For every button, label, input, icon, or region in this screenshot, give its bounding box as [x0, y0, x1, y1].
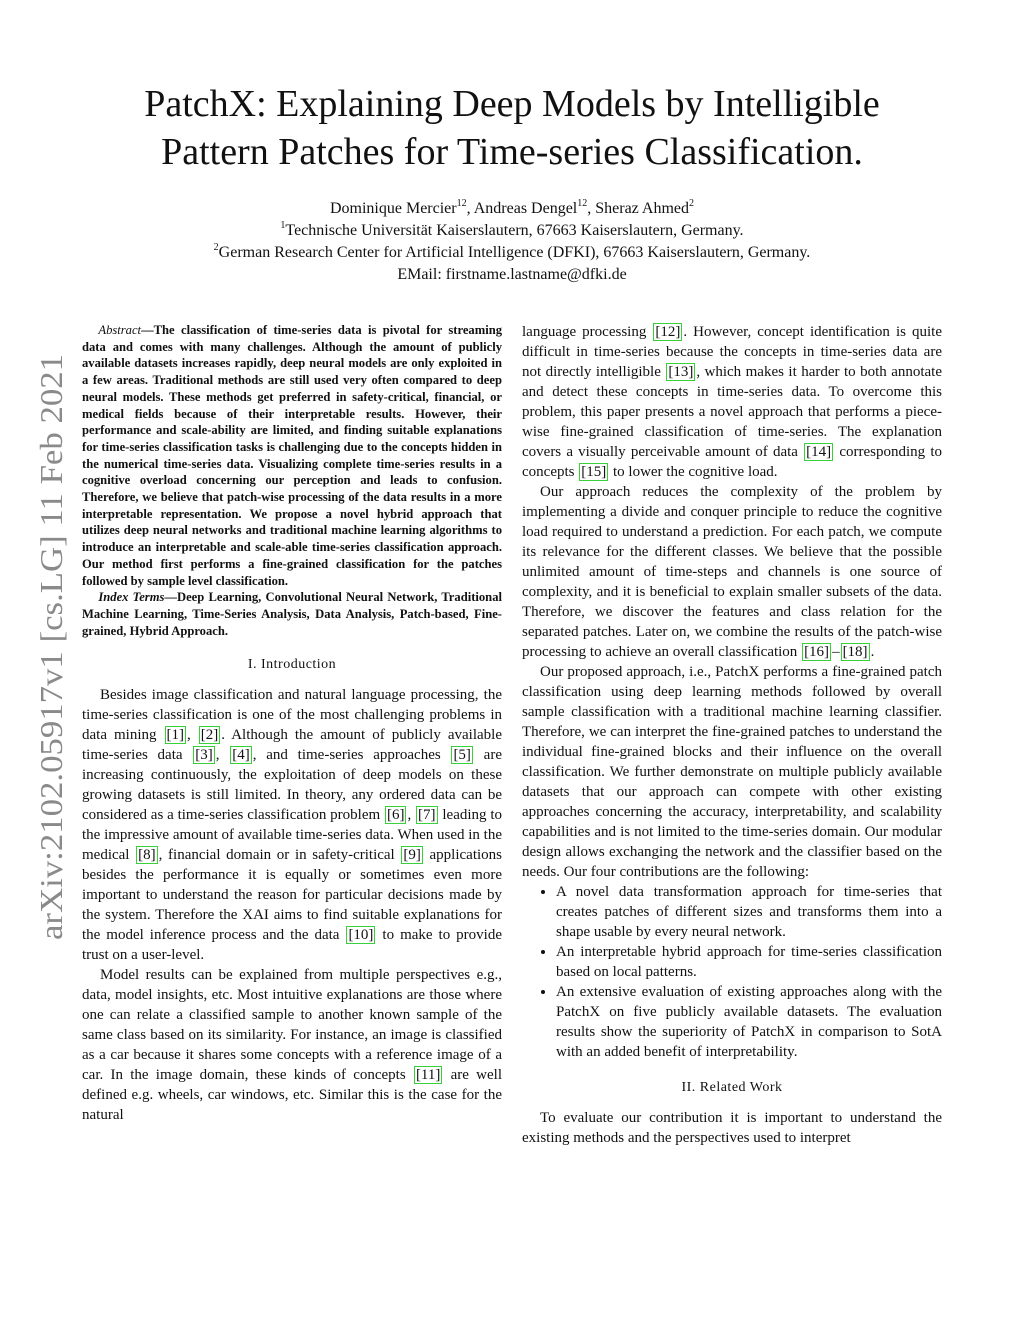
text-run: . However, concept identification is quite difficult in time-series because the concepts in time-series data are not directly intelligible — [522, 324, 942, 380]
title-line-2: Pattern Patches for Time-series Classification. — [161, 131, 863, 173]
index-terms-label: Index Terms — [98, 590, 165, 605]
text-run: , — [407, 807, 416, 824]
right-column — [522, 322, 942, 1148]
citation-link[interactable]: [18] — [842, 644, 868, 660]
intro-paragraph-4 — [522, 482, 942, 662]
citation-link[interactable]: [10] — [348, 927, 374, 944]
text-run: – — [832, 644, 840, 660]
text-run: , — [215, 747, 230, 764]
affiliation-1-text: Technische Universität Kaiserslautern, 67663 Kaiserslautern, Germany. — [285, 222, 744, 239]
citation-link[interactable]: [16] — [804, 644, 830, 660]
citation-link[interactable]: [12] — [655, 324, 681, 340]
text-run: Besides image classification and natural language processing, the time-series classification is one of the most challenging problems in data mining — [82, 687, 502, 744]
abstract — [82, 322, 502, 589]
arxiv-identifier-stamp — [30, 352, 74, 942]
intro-paragraph-1 — [82, 685, 502, 965]
affiliation-2 — [80, 242, 944, 264]
citation-link[interactable]: [5] — [453, 747, 471, 764]
citation-link[interactable]: [3] — [195, 747, 213, 764]
author-2-affil: 12 — [577, 197, 588, 209]
list-item: • A novel data transformation approach for time-series that creates patches of different sizes and transforms them into a shape usable by every neural network. — [556, 882, 942, 942]
author-1-affil: 12 — [456, 197, 467, 209]
affiliation-1 — [80, 220, 944, 242]
text-run: are increasing continuously, the exploitation of deep models on these growing datasets is still limited. In theory, any ordered data can be considered as a time-series classification problem — [82, 747, 502, 824]
affiliation-2-marker: 2 — [213, 241, 219, 253]
text-run: , and time-series approaches — [252, 747, 451, 764]
author-1: Dominique Mercier — [329, 200, 457, 217]
text-run: applications besides the performance it is equally or sometimes even more important to understand the reason for particular decisions made by the system. Therefore the XAI aims to find suitable explanations for the model inference process and the data — [82, 847, 503, 944]
citation-link[interactable]: [13] — [668, 364, 694, 380]
related-work-paragraph-1: To evaluate our contribution it is important to understand the existing methods and the perspectives used to interpret — [522, 1110, 942, 1146]
citation-link[interactable]: [1] — [166, 727, 184, 744]
citation-link[interactable]: [7] — [418, 807, 436, 824]
arxiv-stamp-text: arXiv:2102.05917v1 [cs.LG] 11 Feb 2021 — [33, 400, 69, 940]
author-3: , Sheraz Ahmed — [587, 200, 689, 217]
author-2: , Andreas Dengel — [466, 200, 578, 217]
paper-title — [80, 80, 944, 176]
text-run: . — [870, 644, 875, 660]
citation-link[interactable]: [2] — [200, 727, 219, 744]
text-run: , financial domain or in safety-critical — [158, 847, 401, 864]
text-run: , which makes it harder to both annotate and detect these concepts in time-series data. To overcome this problem, this paper presents a novel approach that performs a piece-wise fine-grained classification of time-series. The explanation covers a visually perceivable amount of data — [522, 364, 943, 460]
text-run: . Although the amount of publicly available time-series data — [82, 727, 502, 764]
affiliation-2-text: German Research Center for Artificial Intelligence (DFKI), 67663 Kaiserslautern, Germany. — [218, 244, 811, 261]
text-run: Our approach reduces the complexity of the problem by implementing a divide and conquer principle to reduce the cognitive load required to understand a prediction. For each patch, we compute its relevance for the different classes. We believe that the possible unlimited amount of time-steps and channels is one source of complexity, and it is beneficial to explain smaller subsets of the data. Therefore, we discover the features and class relation for the separated patches. Later on, we combine the results of the patch-wise processing to achieve an overall classification — [522, 484, 942, 660]
intro-paragraph-5: Our proposed approach, i.e., PatchX performs a fine-grained patch classification using deep learning methods followed by overall sample classification with a traditional machine learning classifier. Therefore, we can interpret the fine-grained patches to understand the individual fine-grained blocks and their influence on the overall classification. We further demonstrate on multiple publicly available datasets that our approach can compete with other existing approaches concerning the accuracy, interpretability, and scalability capabilities and is not limited to the time-series domain. Our modular design allows exchanging the network and the classifier based on the needs. Our four contributions are the following: — [522, 664, 942, 880]
text-run: leading to the impressive amount of available time-series data. When used in the medical — [82, 807, 503, 864]
text-run: language processing — [522, 324, 653, 340]
section-heading-related-work: II. Related Work — [681, 1080, 783, 1095]
contributions-list — [522, 882, 942, 1062]
title-line-1: PatchX: Explaining Deep Models by Intelligible — [144, 83, 880, 125]
index-terms — [82, 589, 502, 639]
text-run: Model results can be explained from multiple perspectives e.g., data, model insights, etc. Most intuitive explanations are those where one can relate a classified sample to another known sample of the same class based on its similarity. For instance, an image is classified as a car because it shares some concepts with a reference image of a car. In the image domain, these kinds of concepts — [82, 967, 502, 1084]
left-column — [82, 322, 502, 1125]
citation-link[interactable]: [15] — [581, 464, 607, 480]
citation-link[interactable]: [11] — [415, 1067, 441, 1084]
abstract-text: —The classification of time-series data is pivotal for streaming data and comes with many challenges. Although the amount of publicly available datasets increases rapidly, deep neural models are only exploited in a few areas. Traditional methods are still used very often compared to deep neural models. These methods get preferred in safety-critical, financial, or medical fields because of their interpretable results. However, their performance and scale-ability are limited, and finding suitable explanations for time-series classification tasks is challenging due to the concepts hidden in the numerical time-series data. Visualizing complete time-series results in a cognitive overload concerning our perception and leads to confusion. Therefore, we believe that patch-wise processing of the data results in a more interpretable representation. We propose a novel hybrid approach that utilizes deep neural networks and traditional machine learning algorithms to introduce an interpretable and scale-able time-series classification approach. Our method first performs a fine-grained classification for the patches followed by sample level classification. — [82, 323, 502, 588]
text-run: corresponding to concepts — [522, 444, 942, 480]
citation-link[interactable]: [9] — [403, 847, 421, 864]
citation-link[interactable]: [8] — [138, 847, 156, 864]
text-run: to make to provide trust on a user-level. — [82, 927, 503, 964]
section-heading-introduction: I. Introduction — [247, 657, 337, 673]
citation-link[interactable]: [6] — [386, 807, 405, 824]
contact-email: EMail: firstname.lastname@dfki.de — [397, 266, 627, 283]
affiliation-1-marker: 1 — [280, 219, 286, 231]
intro-paragraph-2 — [82, 965, 502, 1125]
text-run: are well defined e.g. wheels, car windows, etc. Similar this is the case for the natural — [82, 1067, 502, 1124]
citation-link[interactable]: [14] — [806, 444, 832, 460]
list-item: • An interpretable hybrid approach for time-series classification based on local patterns. — [556, 942, 942, 982]
text-run: , — [187, 727, 198, 744]
text-run: to lower the cognitive load. — [609, 464, 778, 480]
citation-link[interactable]: [4] — [232, 747, 250, 764]
author-3-affil: 2 — [689, 197, 694, 209]
index-terms-text: —Deep Learning, Convolutional Neural Network, Traditional Machine Learning, Time-Series Analysis, Data Analysis, Patch-based, Fine-grained, Hybrid Approach. — [82, 590, 502, 638]
abstract-label: Abstract — [98, 323, 142, 337]
list-item: • An extensive evaluation of existing approaches along with the PatchX on five publicly available datasets. The evaluation results show the superiority of PatchX in comparison to SotA with an added benefit of interpretability. — [556, 982, 942, 1062]
author-names — [80, 198, 944, 220]
author-block — [80, 198, 944, 286]
intro-paragraph-3 — [522, 322, 942, 482]
